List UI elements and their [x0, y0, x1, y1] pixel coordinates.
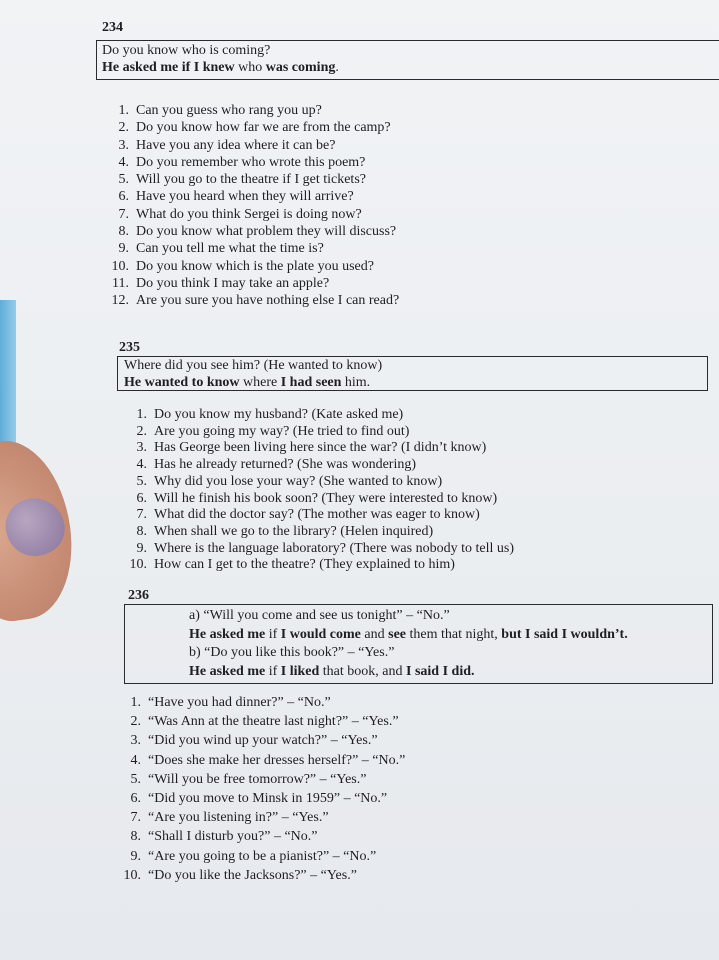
item-text: Do you know what problem they will discuss?: [136, 224, 397, 240]
item-text: Will you go to the theatre if I get tickets?: [136, 172, 366, 188]
list-item: [107, 102, 399, 119]
item-text: Has he already returned? (She was wondering): [154, 457, 417, 473]
exercise-234-number: 234: [102, 20, 123, 35]
item-text: “Did you wind up your watch?” – “Yes.”: [148, 733, 378, 749]
item-text: Are you going my way? (He tried to find out): [154, 423, 410, 439]
item-number: 3.: [130, 733, 141, 749]
list-item: [107, 119, 399, 136]
item-number: 5.: [136, 473, 147, 489]
item-number: 7.: [136, 507, 147, 523]
item-number: 2.: [130, 714, 141, 730]
item-number: 11.: [112, 275, 129, 291]
item-number: 9.: [136, 540, 147, 556]
item-text: How can I get to the theatre? (They explained to him): [154, 557, 455, 573]
item-number: 6.: [130, 791, 141, 807]
item-number: 12.: [111, 293, 129, 309]
item-number: 1.: [136, 407, 147, 422]
item-text: “Do you like the Jacksons?” – “Yes.”: [148, 867, 357, 883]
list-item: [125, 541, 514, 558]
item-number: 5.: [118, 172, 129, 188]
item-text: Do you think I may take an apple?: [136, 275, 330, 291]
item-number: 1.: [118, 103, 129, 118]
list-item: [107, 292, 399, 309]
list-item: [119, 731, 405, 750]
item-text: Do you know my husband? (Kate asked me): [154, 407, 404, 422]
item-text: What do you think Sergei is doing now?: [136, 206, 362, 222]
list-item: [107, 275, 399, 292]
list-item: [125, 507, 514, 524]
item-number: 1.: [130, 695, 141, 710]
exercise-235-list: [125, 407, 514, 574]
item-text: When shall we go to the library? (Helen inquired): [154, 523, 434, 539]
list-item: [119, 789, 405, 808]
item-text: Have you any idea where it can be?: [136, 137, 336, 153]
exercise-236-number: 236: [128, 588, 149, 603]
item-text: “Have you had dinner?” – “No.”: [148, 695, 331, 710]
exercise-235-number: 235: [119, 340, 140, 355]
example-b-answer: He asked me if I liked that book, and I said I did.: [189, 663, 475, 679]
exercise-236-example-box: [124, 604, 713, 684]
item-text: What did the doctor say? (The mother was eager to know): [154, 507, 480, 523]
item-text: “Are you going to be a pianist?” – “No.”: [148, 848, 377, 864]
item-number: 9.: [130, 848, 141, 864]
item-number: 7.: [130, 810, 141, 826]
exercise-234-example-box: [96, 40, 719, 80]
item-text: Can you guess who rang you up?: [136, 103, 322, 118]
item-number: 2.: [136, 423, 147, 439]
item-text: Has George been living here since the war? (I didn’t know): [154, 440, 487, 456]
item-number: 7.: [118, 206, 129, 222]
list-item: [107, 188, 399, 205]
list-item: [119, 770, 405, 789]
item-text: “Are you listening in?” – “Yes.”: [148, 810, 329, 826]
item-text: Do you remember who wrote this poem?: [136, 154, 366, 170]
list-item: [107, 137, 399, 154]
item-text: Are you sure you have nothing else I can read?: [136, 293, 400, 309]
item-number: 10.: [129, 557, 147, 573]
list-item: [107, 223, 399, 240]
item-number: 5.: [130, 771, 141, 787]
item-number: 8.: [130, 829, 141, 845]
item-text: Can you tell me what the time is?: [136, 241, 324, 257]
item-number: 10.: [123, 867, 141, 883]
list-item: [125, 474, 514, 491]
item-text: Do you know how far we are from the camp?: [136, 120, 391, 136]
list-item: [107, 206, 399, 223]
item-text: “Will you be free tomorrow?” – “Yes.”: [148, 771, 367, 787]
list-item: [119, 693, 405, 712]
item-number: 2.: [118, 120, 129, 136]
example-a-answer: He asked me if I would come and see them that night, but I said I wouldn’t.: [189, 626, 628, 642]
item-text: Will he finish his book soon? (They were interested to know): [154, 490, 498, 506]
item-number: 6.: [136, 490, 147, 506]
item-number: 4.: [118, 154, 129, 170]
exercise-234-list: [107, 102, 399, 310]
list-item: [119, 712, 405, 731]
list-item: [107, 240, 399, 257]
example-b-question: b) “Do you like this book?” – “Yes.”: [189, 645, 395, 660]
item-text: Why did you lose your way? (She wanted to know): [154, 473, 443, 489]
item-text: Have you heard when they will arrive?: [136, 189, 354, 205]
list-item: [119, 847, 405, 866]
list-item: [125, 407, 514, 424]
list-item: [125, 491, 514, 508]
item-text: “Shall I disturb you?” – “No.”: [148, 829, 318, 845]
example-answer: He wanted to know where I had seen him.: [124, 375, 371, 390]
item-number: 4.: [136, 457, 147, 473]
item-number: 6.: [118, 189, 129, 205]
list-item: [125, 424, 514, 441]
list-item: [107, 258, 399, 275]
exercise-235-example-box: [117, 356, 708, 391]
list-item: [125, 557, 514, 574]
item-number: 4.: [130, 752, 141, 768]
exercise-236-list: [119, 693, 405, 885]
item-number: 10.: [111, 258, 129, 274]
list-item: [125, 440, 514, 457]
list-item: [125, 457, 514, 474]
example-answer: He asked me if I knew who was coming.: [102, 60, 339, 75]
list-item: [125, 524, 514, 541]
example-question: Where did you see him? (He wanted to know): [124, 358, 383, 373]
list-item: [119, 751, 405, 770]
list-item: [119, 866, 405, 885]
example-question: Do you know who is coming?: [102, 43, 271, 58]
item-text: Where is the language laboratory? (There was nobody to tell us): [154, 540, 514, 556]
item-text: “Was Ann at the theatre last night?” – “Yes.”: [148, 714, 399, 730]
item-number: 3.: [118, 137, 129, 153]
item-text: “Does she make her dresses herself?” – “No.”: [148, 752, 406, 768]
item-number: 8.: [136, 523, 147, 539]
item-number: 8.: [118, 224, 129, 240]
item-text: “Did you move to Minsk in 1959” – “No.”: [148, 791, 388, 807]
list-item: [119, 827, 405, 846]
item-number: 9.: [118, 241, 129, 257]
list-item: [107, 171, 399, 188]
list-item: [107, 154, 399, 171]
list-item: [119, 808, 405, 827]
item-text: Do you know which is the plate you used?: [136, 258, 374, 274]
example-a-question: a) “Will you come and see us tonight” – “No.”: [189, 608, 450, 623]
item-number: 3.: [136, 440, 147, 456]
